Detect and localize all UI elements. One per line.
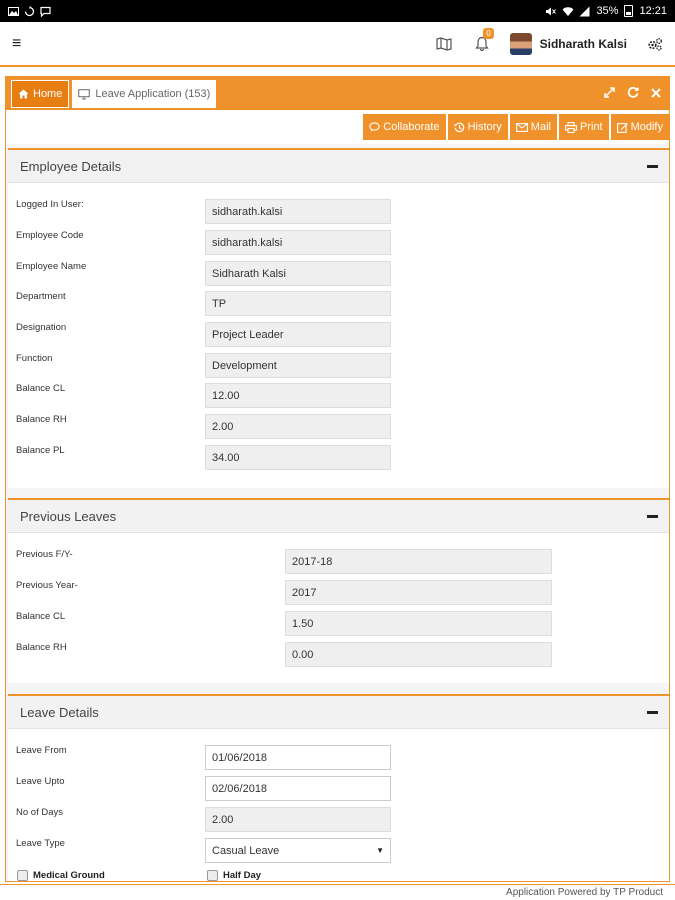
leave-details-panel: [8, 694, 670, 882]
edit-icon: [617, 122, 628, 133]
field-label: Leave Upto: [16, 776, 65, 787]
leave-type-value: Casual Leave: [212, 844, 280, 857]
field-label: Leave Type: [16, 838, 65, 849]
leave-type-select[interactable]: [205, 838, 391, 863]
print-label: Print: [579, 121, 603, 133]
field-label: Balance RH: [16, 414, 67, 425]
tab-leave-application[interactable]: [72, 80, 216, 108]
medical-ground-checkbox[interactable]: [17, 870, 105, 881]
history-label: History: [467, 121, 502, 133]
form-row: [8, 611, 670, 639]
user-name[interactable]: Sidharath Kalsi: [539, 36, 627, 51]
form-row: [8, 776, 670, 804]
clock: 12:21: [639, 5, 667, 17]
mail-label: Mail: [530, 121, 551, 133]
employee-details-panel: [8, 148, 670, 488]
form-row: [8, 353, 670, 381]
close-icon[interactable]: [651, 86, 661, 101]
field-label: Logged In User:: [16, 199, 84, 210]
half-day-checkbox[interactable]: [207, 870, 261, 881]
checkbox-box[interactable]: [207, 870, 218, 881]
print-button[interactable]: [559, 114, 609, 140]
previous-balance-rh-field: 0.00: [285, 642, 552, 667]
form-row: [8, 838, 670, 866]
signal-icon: [579, 6, 590, 17]
form-row: [8, 414, 670, 442]
image-icon: [8, 6, 19, 17]
checkbox-box[interactable]: [17, 870, 28, 881]
tab-leave-label: Leave Application (153): [95, 88, 211, 100]
logged-in-user-field: sidharath.kalsi: [205, 199, 391, 224]
battery-percent: 35%: [596, 5, 619, 17]
field-label: Previous Year-: [16, 580, 78, 591]
settings-icon[interactable]: [647, 37, 663, 51]
leave-details-header[interactable]: [8, 696, 670, 729]
footer: [0, 884, 675, 900]
previous-fy-field: 2017-18: [285, 549, 552, 574]
form-row: [8, 383, 670, 411]
field-label: Employee Code: [16, 230, 84, 241]
previous-leaves-panel: [8, 498, 670, 683]
field-label: Balance RH: [16, 642, 67, 653]
panel-title: Previous Leaves: [20, 508, 117, 524]
field-label: Leave From: [16, 745, 67, 756]
medical-ground-label: Medical Ground: [33, 870, 105, 881]
tab-home[interactable]: [11, 80, 69, 108]
form-row: [8, 642, 670, 670]
history-icon: [454, 122, 465, 133]
notification-badge: 0: [483, 28, 493, 39]
form-row: [8, 291, 670, 319]
field-label: Department: [16, 291, 66, 302]
sync-icon: [24, 6, 35, 17]
map-icon[interactable]: [434, 34, 454, 54]
leave-upto-input[interactable]: 02/06/2018: [205, 776, 391, 801]
app-header: [0, 22, 675, 67]
collapse-icon[interactable]: [647, 711, 658, 714]
main-window: [5, 76, 670, 882]
field-label: Balance PL: [16, 445, 65, 456]
menu-icon[interactable]: ≡: [12, 34, 22, 52]
mail-button[interactable]: [510, 114, 557, 140]
history-button[interactable]: [448, 114, 508, 140]
bell-icon[interactable]: [472, 28, 492, 54]
home-icon: [18, 89, 29, 99]
form-row: [8, 807, 670, 835]
balance-pl-field: 34.00: [205, 445, 391, 470]
employee-name-field: Sidharath Kalsi: [205, 261, 391, 286]
caret-down-icon: ▼: [376, 846, 384, 855]
collaborate-label: Collaborate: [383, 121, 440, 133]
half-day-label: Half Day: [223, 870, 262, 881]
panel-title: Employee Details: [20, 158, 122, 174]
envelope-icon: [516, 123, 528, 132]
form-row: [8, 580, 670, 608]
field-label: Employee Name: [16, 261, 87, 272]
field-label: Designation: [16, 322, 67, 333]
field-label: Function: [16, 353, 53, 364]
department-field: TP: [205, 291, 391, 316]
no-of-days-field: 2.00: [205, 807, 391, 832]
printer-icon: [565, 122, 577, 133]
modify-label: Modify: [630, 121, 663, 133]
modify-button[interactable]: [611, 114, 669, 140]
previous-balance-cl-field: 1.50: [285, 611, 552, 636]
form-row: [8, 230, 670, 258]
form-row: [8, 322, 670, 350]
form-row: [8, 745, 670, 773]
comment-icon: [369, 122, 380, 132]
battery-icon: [624, 5, 633, 17]
field-label: Balance CL: [16, 383, 66, 394]
form-row: [8, 199, 670, 227]
footer-text: Application Powered by TP Product: [506, 887, 663, 898]
balance-cl-field: 12.00: [205, 383, 391, 408]
employee-details-header[interactable]: [8, 150, 670, 183]
field-label: Balance CL: [16, 611, 66, 622]
form-row: [8, 261, 670, 289]
status-bar: [0, 0, 675, 22]
previous-leaves-header[interactable]: [8, 500, 670, 533]
form-row: [8, 549, 670, 577]
employee-code-field: sidharath.kalsi: [205, 230, 391, 255]
function-field: Development: [205, 353, 391, 378]
avatar[interactable]: [510, 33, 532, 55]
balance-rh-field: 2.00: [205, 414, 391, 439]
previous-year-field: 2017: [285, 580, 552, 605]
leave-from-input[interactable]: 01/06/2018: [205, 745, 391, 770]
window-controls: [604, 77, 669, 110]
form-row: [8, 445, 670, 473]
monitor-icon: [78, 89, 90, 100]
collapse-icon[interactable]: [647, 515, 658, 518]
form-row: [8, 870, 670, 882]
expand-icon[interactable]: [604, 86, 615, 101]
tab-bar: [6, 77, 669, 110]
action-toolbar: [6, 110, 669, 144]
field-label: No of Days: [16, 807, 63, 818]
field-label: Previous F/Y-: [16, 549, 73, 560]
designation-field: Project Leader: [205, 322, 391, 347]
chat-icon: [40, 6, 51, 17]
panel-title: Leave Details: [20, 704, 99, 720]
collaborate-button[interactable]: [363, 114, 445, 140]
wifi-icon: [562, 6, 573, 17]
refresh-icon[interactable]: [627, 86, 639, 101]
collapse-icon[interactable]: [647, 165, 658, 168]
mute-icon: [545, 6, 556, 17]
tab-home-label: Home: [33, 88, 63, 100]
